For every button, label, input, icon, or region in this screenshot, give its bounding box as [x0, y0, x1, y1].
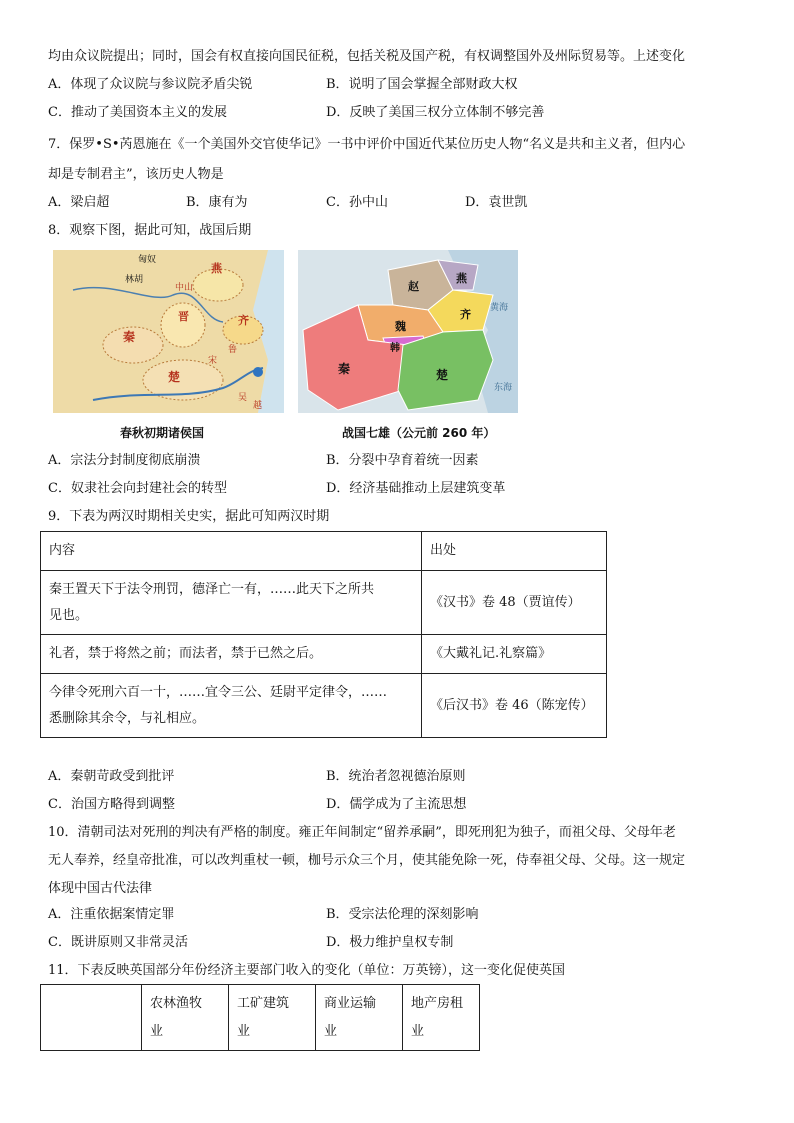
q10-option-a: A．注重依据案情定罪	[48, 907, 175, 922]
warring-states-map	[298, 250, 518, 413]
header-cell	[229, 985, 316, 1051]
map1-label: 楚	[168, 370, 181, 384]
q10-stem-line3: 体现中国古代法律	[48, 881, 153, 896]
q9-option-c: C．治国方略得到调整	[48, 797, 175, 812]
q6-option-c: C．推动了美国资本主义的发展	[48, 105, 227, 120]
q7-option-d: D．袁世凯	[465, 195, 528, 210]
q10-option-b: B．受宗法伦理的深刻影响	[326, 907, 479, 922]
row-source: 《汉书》卷 48（贾谊传）	[422, 571, 607, 635]
q9-option-a: A．秦朝苛政受到批评	[48, 769, 175, 784]
q9-table	[40, 531, 607, 738]
q6-option-b: B．说明了国会掌握全部财政大权	[326, 77, 518, 92]
map2-label: 齐	[460, 308, 471, 321]
warring-states-map-drawing	[298, 250, 518, 413]
row-content-line: 悉删除其余令，与礼相应。	[49, 710, 206, 726]
row-source: 《大戴礼记.礼察篇》	[422, 635, 607, 674]
q9-stem: 9．下表为两汉时期相关史实，据此可知两汉时期	[48, 509, 330, 524]
q8-option-c: C．奴隶社会向封建社会的转型	[48, 481, 227, 496]
map2-label: 秦	[338, 362, 351, 376]
q9-option-d: D．儒学成为了主流思想	[326, 797, 467, 812]
map1-label: 齐	[238, 314, 249, 327]
map2-label: 黄海	[490, 303, 509, 313]
map2-label: 魏	[395, 320, 406, 333]
map1-label: 匈奴	[138, 255, 157, 265]
row-content	[41, 571, 422, 635]
header-cell	[316, 985, 403, 1051]
map1-label: 宋	[208, 356, 218, 366]
q7-option-b: B．康有为	[186, 195, 248, 210]
map2-label: 赵	[408, 280, 419, 293]
q10-option-c: C．既讲原则又非常灵活	[48, 935, 188, 950]
header-source: 出处	[422, 532, 607, 571]
row-content-line: 见也。	[49, 607, 89, 623]
empty-header-cell	[41, 985, 142, 1051]
q8-option-a: A．宗法分封制度彻底崩溃	[48, 453, 201, 468]
q8-option-b: B．分裂中孕育着统一因素	[326, 453, 479, 468]
header-line: 业	[324, 1023, 338, 1039]
q7-stem-line1: 7．保罗•S•芮恩施在《一个美国外交官使华记》一书中评价中国近代某位历史人物“名义是共和主义者，但内心	[48, 137, 686, 152]
q8-option-d: D．经济基础推动上层建筑变革	[326, 481, 506, 496]
row-content-line: 今律令死刑六百一十，……宜令三公、廷尉平定律令，……	[49, 684, 388, 700]
map2-label: 楚	[436, 368, 449, 382]
spring-autumn-map	[53, 250, 284, 413]
map2-label: 东海	[494, 383, 513, 393]
header-line: 业	[150, 1023, 164, 1039]
q6-stem-tail: 均由众议院提出；同时，国会有权直接向国民征税，包括关税及国产税，有权调整国外及州际贸易等。上述变化	[48, 49, 686, 64]
table-row	[41, 635, 607, 674]
map1-label: 中山	[175, 283, 194, 293]
q7-stem-line2: 却是专制君主”，该历史人物是	[48, 167, 224, 182]
map1-caption: 春秋初期诸侯国	[120, 426, 205, 440]
map1-label: 越	[253, 401, 263, 411]
header-content: 内容	[41, 532, 422, 571]
q6-option-a: A．体现了众议院与参议院矛盾尖锐	[48, 77, 253, 92]
map2-label: 韩	[390, 343, 400, 354]
table-row	[41, 571, 607, 635]
header-line: 商业运输	[324, 995, 377, 1011]
header-cell	[142, 985, 229, 1051]
q7-option-a: A．梁启超	[48, 195, 110, 210]
q8-stem: 8．观察下图，据此可知，战国后期	[48, 223, 252, 238]
map1-label: 林胡	[125, 275, 144, 285]
header-line: 地产房租	[411, 995, 464, 1011]
header-line: 工矿建筑	[237, 995, 290, 1011]
row-source: 《后汉书》卷 46（陈宠传）	[422, 674, 607, 738]
spring-autumn-map-drawing	[53, 250, 284, 413]
table-row	[41, 674, 607, 738]
header-line: 农林渔牧	[150, 995, 203, 1011]
q9-option-b: B．统治者忽视德治原则	[326, 769, 466, 784]
map1-label: 晋	[178, 310, 189, 323]
q7-option-c: C．孙中山	[326, 195, 388, 210]
header-cell	[403, 985, 480, 1051]
lake-marker	[253, 367, 263, 377]
q10-stem-line1: 10．清朝司法对死刑的判决有严格的制度。雍正年间制定“留养承嗣”，即死刑犯为独子，而祖父母、父母年老	[48, 825, 676, 840]
q6-option-d: D．反映了美国三权分立体制不够完善	[326, 105, 545, 120]
q11-table	[40, 984, 480, 1051]
map2-caption: 战国七雄（公元前 260 年）	[342, 426, 496, 440]
row-content: 礼者，禁于将然之前；而法者，禁于已然之后。	[41, 635, 422, 674]
header-line: 业	[237, 1023, 251, 1039]
q10-option-d: D．极力维护皇权专制	[326, 935, 454, 950]
map1-label: 鲁	[228, 345, 238, 355]
header-line: 业	[411, 1023, 425, 1039]
map1-label: 燕	[211, 262, 222, 275]
table-header-row	[41, 532, 607, 571]
table-header-row	[41, 985, 480, 1051]
row-content	[41, 674, 422, 738]
map1-label: 吴	[238, 393, 248, 403]
q10-stem-line2: 无人奉养，经皇帝批准，可以改判重杖一顿，枷号示众三个月，使其能免除一死，侍奉祖父母、父母。这一规定	[48, 853, 686, 868]
row-content-line: 秦王置天下于法令刑罚，德泽亡一有，……此天下之所共	[49, 581, 375, 597]
map2-label: 燕	[456, 272, 467, 285]
q11-stem: 11．下表反映英国部分年份经济主要部门收入的变化（单位：万英镑），这一变化促使英国	[48, 963, 566, 978]
map1-label: 秦	[123, 330, 136, 344]
